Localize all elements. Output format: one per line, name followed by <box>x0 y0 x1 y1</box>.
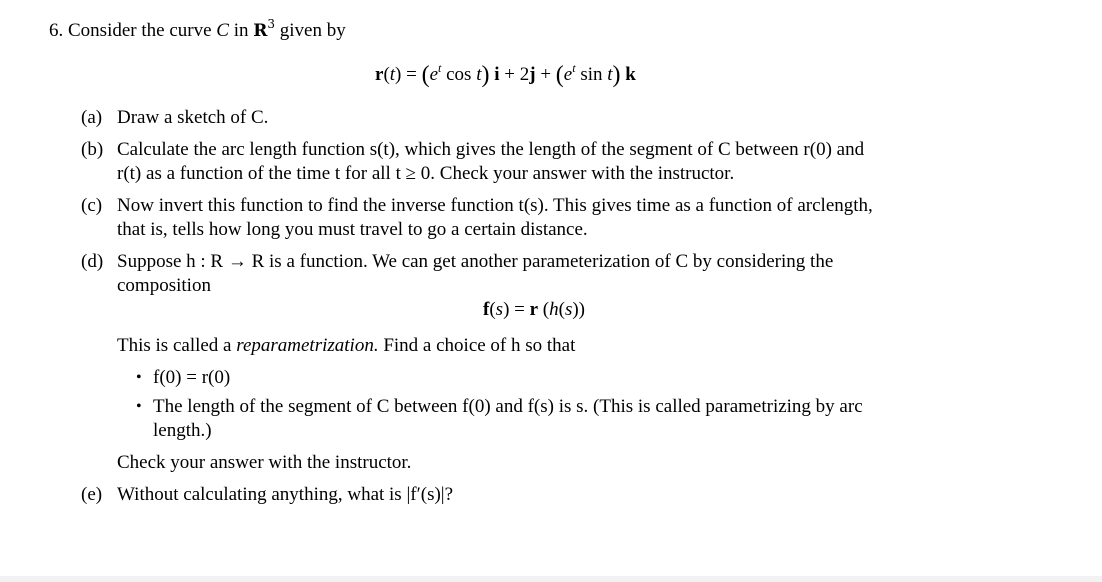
page-bottom-edge <box>0 576 1102 582</box>
part-b-line1: Calculate the arc length function s(t), which gives the length of the segment of C between r(0) and <box>117 139 865 160</box>
part-b-line2: r(t) as a function of the time t for all t ≥ 0. Check your answer with the instructor. <box>117 163 735 184</box>
bullet-2-line1: The length of the segment of C between f(0) and f(s) is s. (This is called parametrizing by arc <box>153 396 863 417</box>
repar-text-b: Find a choice of h so that <box>383 335 576 356</box>
reparametrization-sentence <box>117 334 575 358</box>
part-a-label: (a) <box>81 107 103 128</box>
part-a-text: Draw a sketch of C. <box>117 107 269 128</box>
intro-text-c: given by <box>279 20 346 41</box>
part-e-text: Without calculating anything, what is |f′(s)|? <box>117 484 454 505</box>
intro-text-a: Consider the curve <box>68 20 212 41</box>
bullet-2-line2: length.) <box>153 420 212 441</box>
composition-equation: f(s) = r (h(s)) <box>483 299 586 320</box>
part-d-line2: composition <box>117 275 211 296</box>
part-d-line1: Suppose h : R → R is a function. We can get another parameterization of C by considering the <box>117 251 834 272</box>
part-d-check: Check your answer with the instructor. <box>117 452 412 473</box>
repar-term: reparametrization. <box>236 335 379 356</box>
intro-space-symbol: $R^3$ <box>253 17 276 41</box>
part-c-label: (c) <box>81 195 103 216</box>
intro-curve-symbol: C <box>216 20 229 41</box>
part-e-label: (e) <box>81 484 103 505</box>
repar-text-a: This is called a <box>117 335 232 356</box>
intro-text-b: in <box>233 20 249 41</box>
problem-intro <box>49 19 346 43</box>
bullet-1-text: f(0) = r(0) <box>153 367 231 388</box>
bullet-1-marker: • <box>136 369 142 386</box>
part-c-line2: that is, tells how long you must travel to go a certain distance. <box>117 219 588 240</box>
main-equation: $r(t) = (e^t$ cos t) $i + 2j + (e^t$ sin t) k <box>375 61 636 88</box>
part-b-label: (b) <box>81 139 104 160</box>
part-d-label: (d) <box>81 251 104 272</box>
space-exponent: 3 <box>267 17 276 31</box>
part-c-line1: Now invert this function to find the inverse function t(s). This gives time as a function of arclength, <box>117 195 873 216</box>
bullet-2-marker: • <box>136 398 142 415</box>
problem-number: 6. <box>49 20 64 41</box>
